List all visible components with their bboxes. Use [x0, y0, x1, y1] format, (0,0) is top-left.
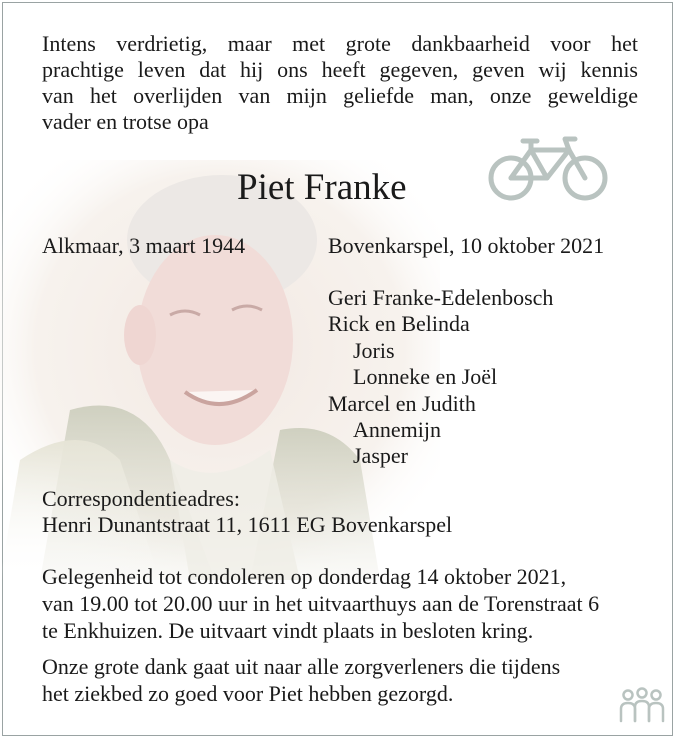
deceased-name: Piet Franke	[237, 167, 407, 208]
correspondence-address: Henri Dunantstraat 11, 1611 EG Bovenkarspel	[42, 512, 453, 537]
family-member: Lonneke en Joël	[353, 364, 498, 390]
family-member: Jasper	[353, 443, 408, 469]
correspondence-block	[42, 486, 452, 538]
death-info: Bovenkarspel, 10 oktober 2021	[328, 233, 605, 258]
condolence-line: van 19.00 tot 20.00 uur in het uitvaarthuys aan de Torenstraat 6	[42, 591, 600, 616]
intro-line: van het overlijden van mijn geliefde man, onze geweldige	[42, 83, 638, 108]
intro-line: prachtige leven dat hij ons heeft gegeven, geven wij kennis	[42, 57, 638, 82]
condolence-line: Gelegenheid tot condoleren op donderdag 14 oktober 2021,	[42, 564, 567, 589]
intro-line: vader en trotse opa	[42, 109, 209, 134]
family-list	[328, 285, 553, 470]
family-member: Annemijn	[353, 416, 441, 442]
family-member: Rick en Belinda	[328, 311, 470, 337]
thanks-line: het ziekbed zo goed voor Piet hebben gezorgd.	[42, 681, 454, 706]
condolence-text	[42, 564, 638, 645]
bicycle-icon	[487, 136, 609, 202]
people-icon	[618, 687, 666, 725]
family-member: Joris	[353, 337, 395, 363]
correspondence-label: Correspondentieadres:	[42, 486, 240, 511]
family-member: Marcel en Judith	[328, 390, 476, 416]
thanks-text	[42, 654, 560, 708]
family-member: Geri Franke-Edelenbosch	[328, 285, 554, 310]
birth-info: Alkmaar, 3 maart 1944	[42, 233, 246, 258]
intro-text	[42, 31, 638, 135]
intro-line: Intens verdrietig, maar met grote dankbaarheid voor het	[42, 31, 638, 56]
thanks-line: Onze grote dank gaat uit naar alle zorgverleners die tijdens	[42, 654, 561, 679]
condolence-line: te Enkhuizen. De uitvaart vindt plaats in besloten kring.	[42, 618, 534, 643]
